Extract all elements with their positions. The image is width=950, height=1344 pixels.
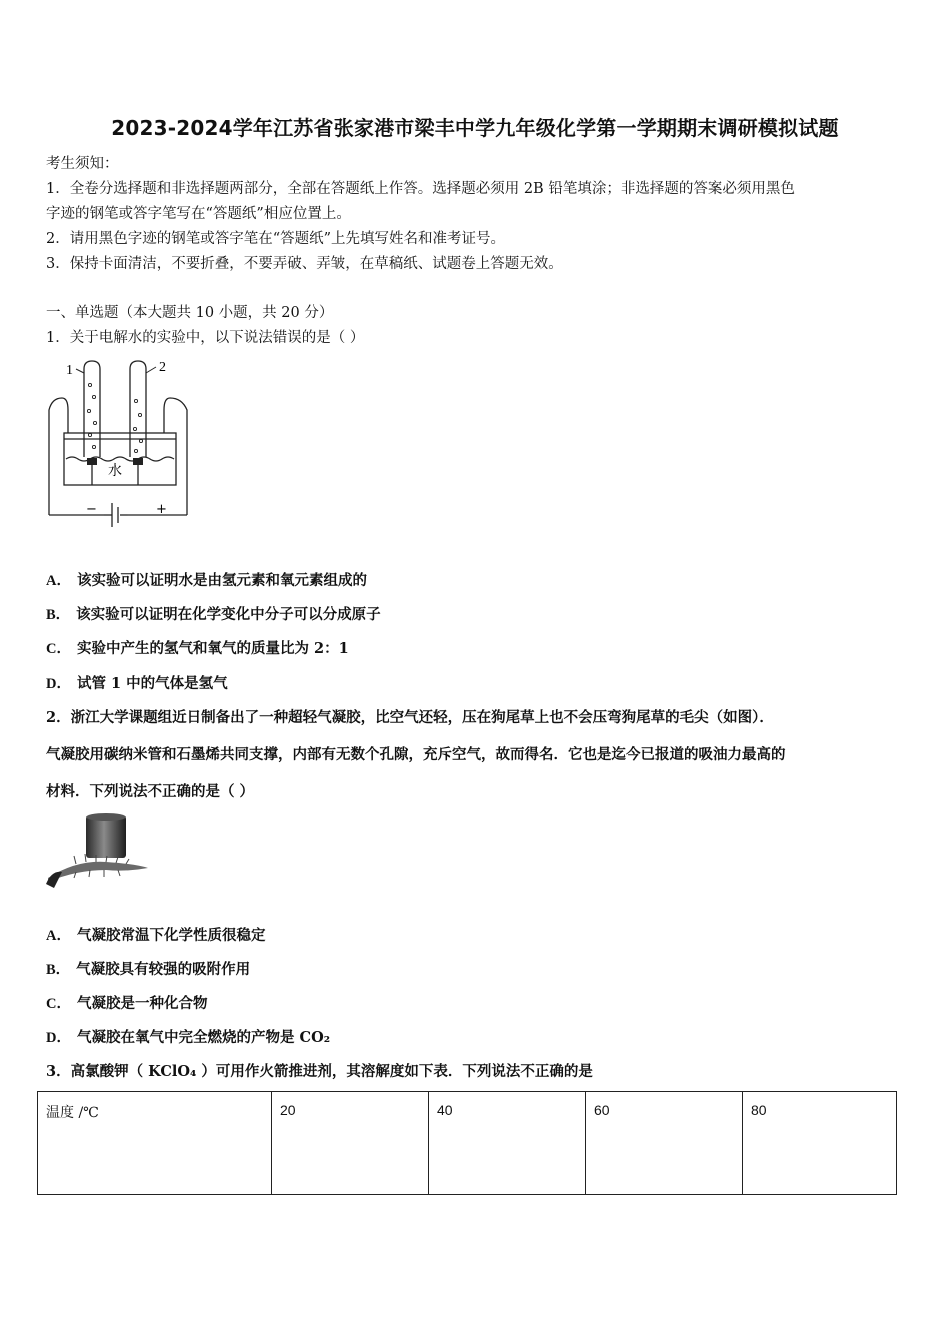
question-3-stem: 3．高氯酸钾（ KClO₄ ）可用作火箭推进剂，其溶解度如下表．下列说法不正确的是: [46, 1063, 593, 1080]
question-1-stem: 1．关于电解水的实验中，以下说法错误的是（ ）: [46, 330, 365, 346]
q2-option-a: [46, 924, 265, 945]
q2-option-c: [46, 992, 207, 1013]
section-heading: 一、单选题（本大题共 10 小题，共 20 分）: [46, 305, 334, 321]
page-title: 2023-2024学年江苏省张家港市梁丰中学九年级化学第一学期期末调研模拟试题: [111, 116, 839, 140]
q2-option-d-letter: D．: [46, 1030, 71, 1046]
q1-option-c-letter: C．: [46, 641, 71, 657]
tube-1-label: 1: [66, 363, 73, 378]
q2-option-d-text: 气凝胶在氧气中完全燃烧的产物是 CO₂: [76, 1029, 331, 1046]
table-cell: 80: [743, 1092, 897, 1195]
q1-option-d-letter: D．: [46, 676, 71, 692]
q2-option-d: [46, 1026, 330, 1047]
notice-heading: 考生须知：: [46, 156, 119, 172]
q2-option-a-text: 气凝胶常温下化学性质很稳定: [76, 927, 266, 944]
notice-item-3: 3．保持卡面清洁，不要折叠，不要弄破、弄皱，在草稿纸、试题卷上答题无效。: [46, 256, 563, 272]
notice-item-1-line-1: 1．全卷分选择题和非选择题两部分，全部在答题纸上作答。选择题必须用 2B 铅笔填涂；非选择题的答案必须用黑色: [46, 181, 795, 197]
q2-option-c-letter: C．: [46, 996, 71, 1012]
table-cell: 40: [429, 1092, 586, 1195]
q1-option-b: [46, 603, 381, 624]
question-2-line-1: 2．浙江大学课题组近日制备出了一种超轻气凝胶，比空气还轻，压在狗尾草上也不会压弯狗尾草的毛尖（如图）．: [46, 709, 774, 726]
notice-item-2: 2．请用黑色字迹的钢笔或答字笔在“答题纸”上先填写姓名和准考证号。: [46, 231, 506, 247]
table-row: [38, 1092, 897, 1195]
q1-option-d-text: 试管 1 中的气体是氢气: [76, 675, 228, 692]
question-2-line-2: 气凝胶用碳纳米管和石墨烯共同支撑，内部有无数个孔隙，充斥空气，故而得名．它也是迄今已报道的吸油力最高的: [46, 746, 786, 763]
q2-option-a-letter: A．: [46, 928, 71, 944]
q2-option-b-letter: B．: [46, 962, 71, 978]
table-cell: 20: [272, 1092, 429, 1195]
water-label: 水: [108, 463, 122, 479]
electrolysis-figure: [44, 355, 194, 545]
q1-option-a-letter: A．: [46, 573, 71, 589]
table-cell: 60: [586, 1092, 743, 1195]
minus-label: −: [86, 502, 97, 517]
q2-option-b-text: 气凝胶具有较强的吸附作用: [76, 961, 251, 978]
question-2-line-3: 材料．下列说法不正确的是（ ）: [46, 783, 255, 800]
solubility-table: [37, 1091, 897, 1195]
q1-option-d: [46, 672, 228, 693]
q1-option-c-text: 实验中产生的氢气和氧气的质量比为 2：1: [76, 640, 349, 657]
q2-option-b: [46, 958, 250, 979]
q1-option-a: [46, 569, 367, 590]
q2-option-c-text: 气凝胶是一种化合物: [76, 995, 208, 1012]
aerogel-figure: [46, 812, 150, 892]
tube-2-label: 2: [159, 360, 166, 375]
q1-option-b-letter: B．: [46, 607, 71, 623]
q1-option-c: [46, 637, 349, 658]
q1-option-a-text: 该实验可以证明水是由氢元素和氧元素组成的: [76, 572, 367, 589]
notice-item-1-line-2: 字迹的钢笔或答字笔写在“答题纸”相应位置上。: [46, 206, 351, 222]
plus-label: +: [156, 502, 167, 517]
table-cell-temperature: 温度 /℃: [38, 1092, 272, 1195]
q1-option-b-text: 该实验可以证明在化学变化中分子可以分成原子: [76, 606, 381, 623]
